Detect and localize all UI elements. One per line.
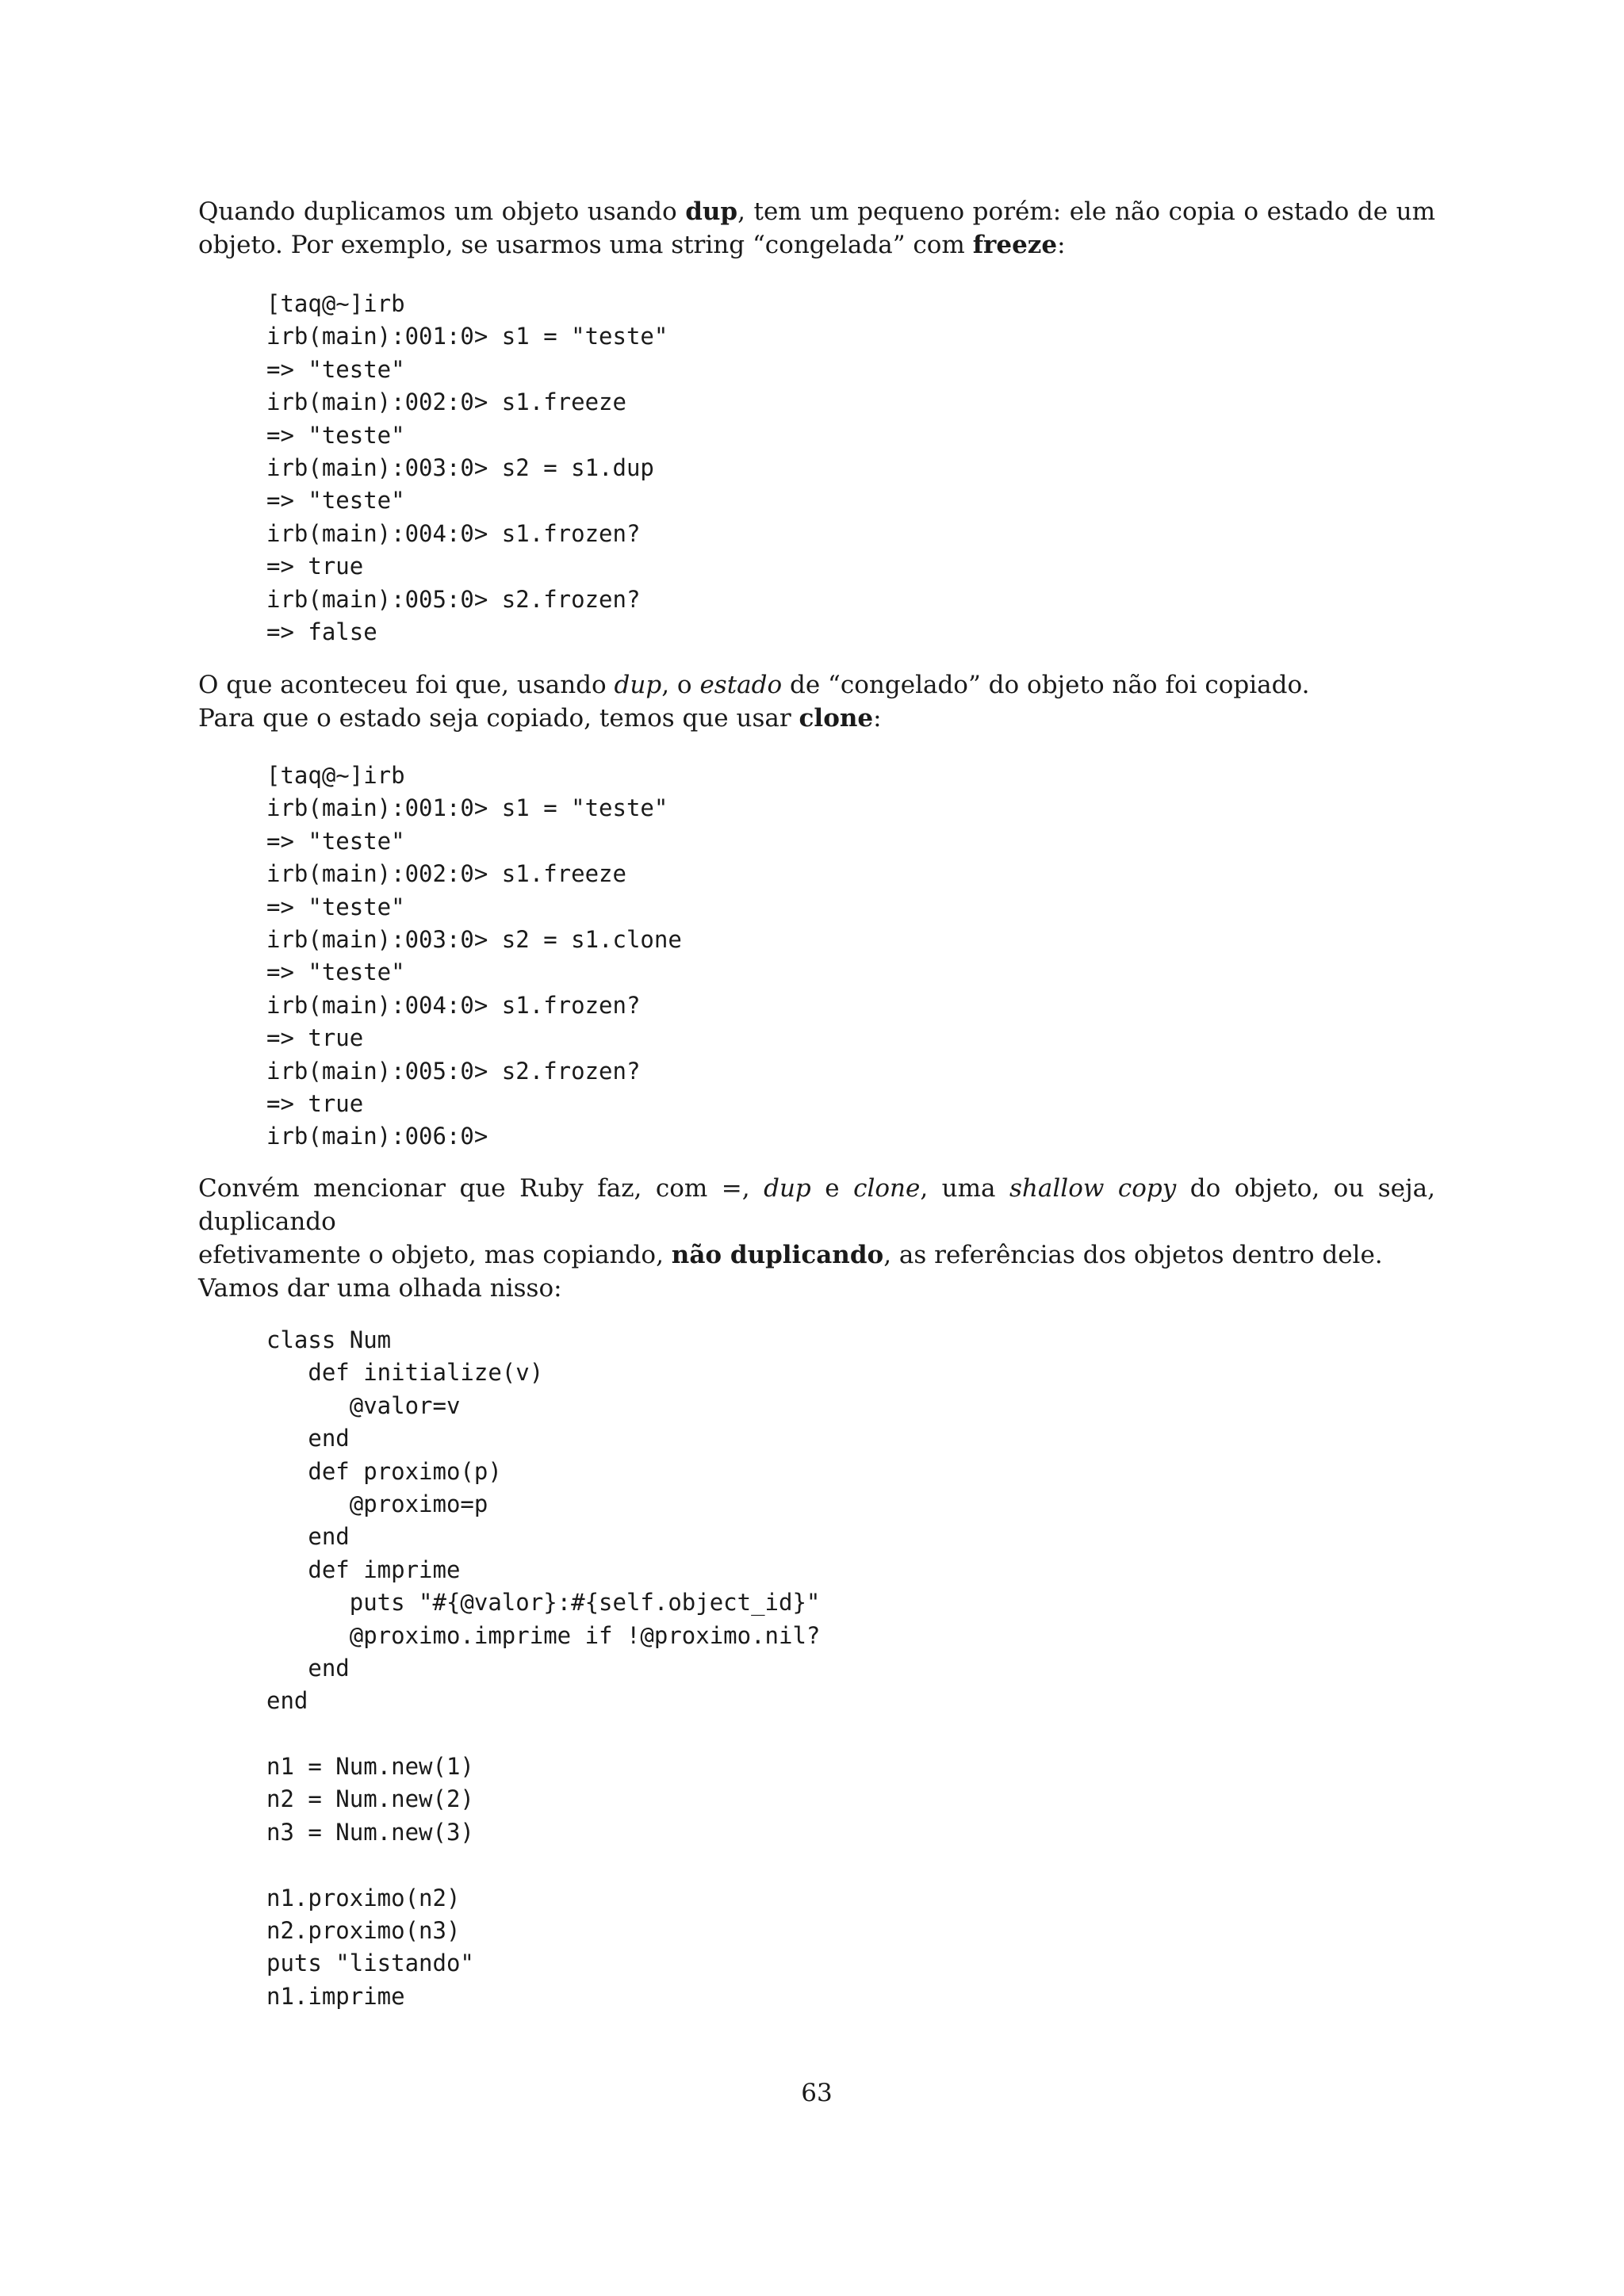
code-line: def proximo(p): [266, 1457, 502, 1485]
code-line: irb(main):004:0> s1.frozen?: [266, 991, 641, 1019]
code-line: irb(main):005:0> s2.frozen?: [266, 585, 641, 613]
clone-line-2: [198, 702, 1435, 735]
para-text: , as referências dos objetos dentro dele.: [883, 1241, 1383, 1269]
code-line: => "teste": [266, 421, 405, 449]
code-line: puts "listando": [266, 1950, 474, 1977]
lookline-paragraph: Vamos dar uma olhada nisso:: [198, 1274, 562, 1303]
code-line: => "teste": [266, 827, 405, 855]
code-line: n3 = Num.new(3): [266, 1818, 474, 1846]
shallow-line-1: [198, 1172, 1435, 1238]
code-line: @valor=v: [266, 1391, 461, 1419]
clone-paragraph: [198, 668, 1435, 735]
para-text: e: [810, 1174, 854, 1203]
para-text: , uma: [920, 1174, 1010, 1203]
code-block-dup: [266, 288, 668, 649]
code-line: irb(main):002:0> s1.freeze: [266, 388, 626, 416]
code-line: irb(main):004:0> s1.frozen?: [266, 519, 641, 547]
clone-line-1: [198, 668, 1435, 702]
keyword-clone: clone: [799, 704, 874, 733]
code-line: n1.proximo(n2): [266, 1884, 461, 1911]
code-line: def initialize(v): [266, 1359, 544, 1387]
keyword-nao-duplicando: não duplicando: [671, 1241, 884, 1269]
code-line: => "teste": [266, 893, 405, 920]
code-line: irb(main):002:0> s1.freeze: [266, 860, 626, 888]
intro-text: Quando duplicamos um objeto usando: [198, 197, 686, 226]
page-number: 63: [801, 2079, 833, 2107]
para-text: efetivamente o objeto, mas copiando,: [198, 1241, 672, 1269]
code-block-num-class: [266, 1324, 820, 2013]
code-line: n2 = Num.new(2): [266, 1785, 474, 1813]
code-line: [266, 1718, 820, 1751]
code-line: => true: [266, 1089, 364, 1117]
code-line: end: [266, 1654, 350, 1682]
shallow-line-2: [198, 1238, 1435, 1272]
code-line: irb(main):003:0> s2 = s1.clone: [266, 925, 682, 953]
para-text: :: [873, 704, 882, 733]
intro-text: objeto. Por exemplo, se usarmos uma string “congelada” com: [198, 231, 973, 259]
emphasis-dup: dup: [614, 671, 662, 699]
code-line: n2.proximo(n3): [266, 1917, 461, 1945]
shallow-copy-paragraph: [198, 1172, 1435, 1272]
intro-paragraph: [198, 195, 1435, 262]
code-line: def imprime: [266, 1556, 461, 1583]
emphasis-clone: clone: [853, 1174, 921, 1203]
para-text: Para que o estado seja copiado, temos que usar: [198, 704, 799, 733]
code-line: irb(main):005:0> s2.frozen?: [266, 1057, 641, 1085]
code-line: @proximo.imprime if !@proximo.nil?: [266, 1621, 821, 1649]
emphasis-shallow-copy: shallow copy: [1009, 1174, 1177, 1203]
code-line: puts "#{@valor}:#{self.object_id}": [266, 1589, 821, 1617]
code-line: irb(main):003:0> s2 = s1.dup: [266, 453, 654, 481]
code-line: => "teste": [266, 959, 405, 986]
code-line: n1 = Num.new(1): [266, 1753, 474, 1781]
code-line: @proximo=p: [266, 1490, 488, 1517]
code-line: [taq@~]irb: [266, 762, 405, 789]
code-line: => "teste": [266, 355, 405, 383]
para-text: O que aconteceu foi que, usando: [198, 671, 615, 699]
intro-line-2: [198, 228, 1435, 262]
code-block-clone: [266, 760, 682, 1154]
code-line: end: [266, 1425, 350, 1452]
code-line: => true: [266, 553, 364, 580]
intro-line-1: [198, 195, 1435, 228]
code-line: irb(main):006:0>: [266, 1123, 488, 1150]
emphasis-estado: estado: [699, 671, 783, 699]
code-line: [266, 1849, 820, 1881]
keyword-dup: dup: [685, 197, 738, 226]
code-line: irb(main):001:0> s1 = "teste": [266, 323, 668, 350]
intro-text: :: [1057, 231, 1066, 259]
document-page: [198, 0, 1435, 2296]
para-text: do objeto, ou seja, duplicando: [198, 1174, 1435, 1236]
code-line: end: [266, 1523, 350, 1551]
code-line: end: [266, 1687, 308, 1715]
para-text: de “congelado” do objeto não foi copiado.: [782, 671, 1310, 699]
code-line: n1.imprime: [266, 1982, 405, 2010]
code-line: irb(main):001:0> s1 = "teste": [266, 794, 668, 822]
code-line: => "teste": [266, 487, 405, 515]
intro-text: , tem um pequeno porém: ele não copia o estado de um: [737, 197, 1435, 226]
code-line: => true: [266, 1024, 364, 1052]
para-text: , o: [661, 671, 700, 699]
emphasis-dup: dup: [764, 1174, 811, 1203]
code-line: class Num: [266, 1326, 392, 1353]
keyword-freeze: freeze: [972, 231, 1058, 259]
para-text: Convém mencionar que Ruby faz, com =,: [198, 1174, 764, 1203]
code-line: => false: [266, 618, 377, 645]
code-line: [taq@~]irb: [266, 290, 405, 317]
